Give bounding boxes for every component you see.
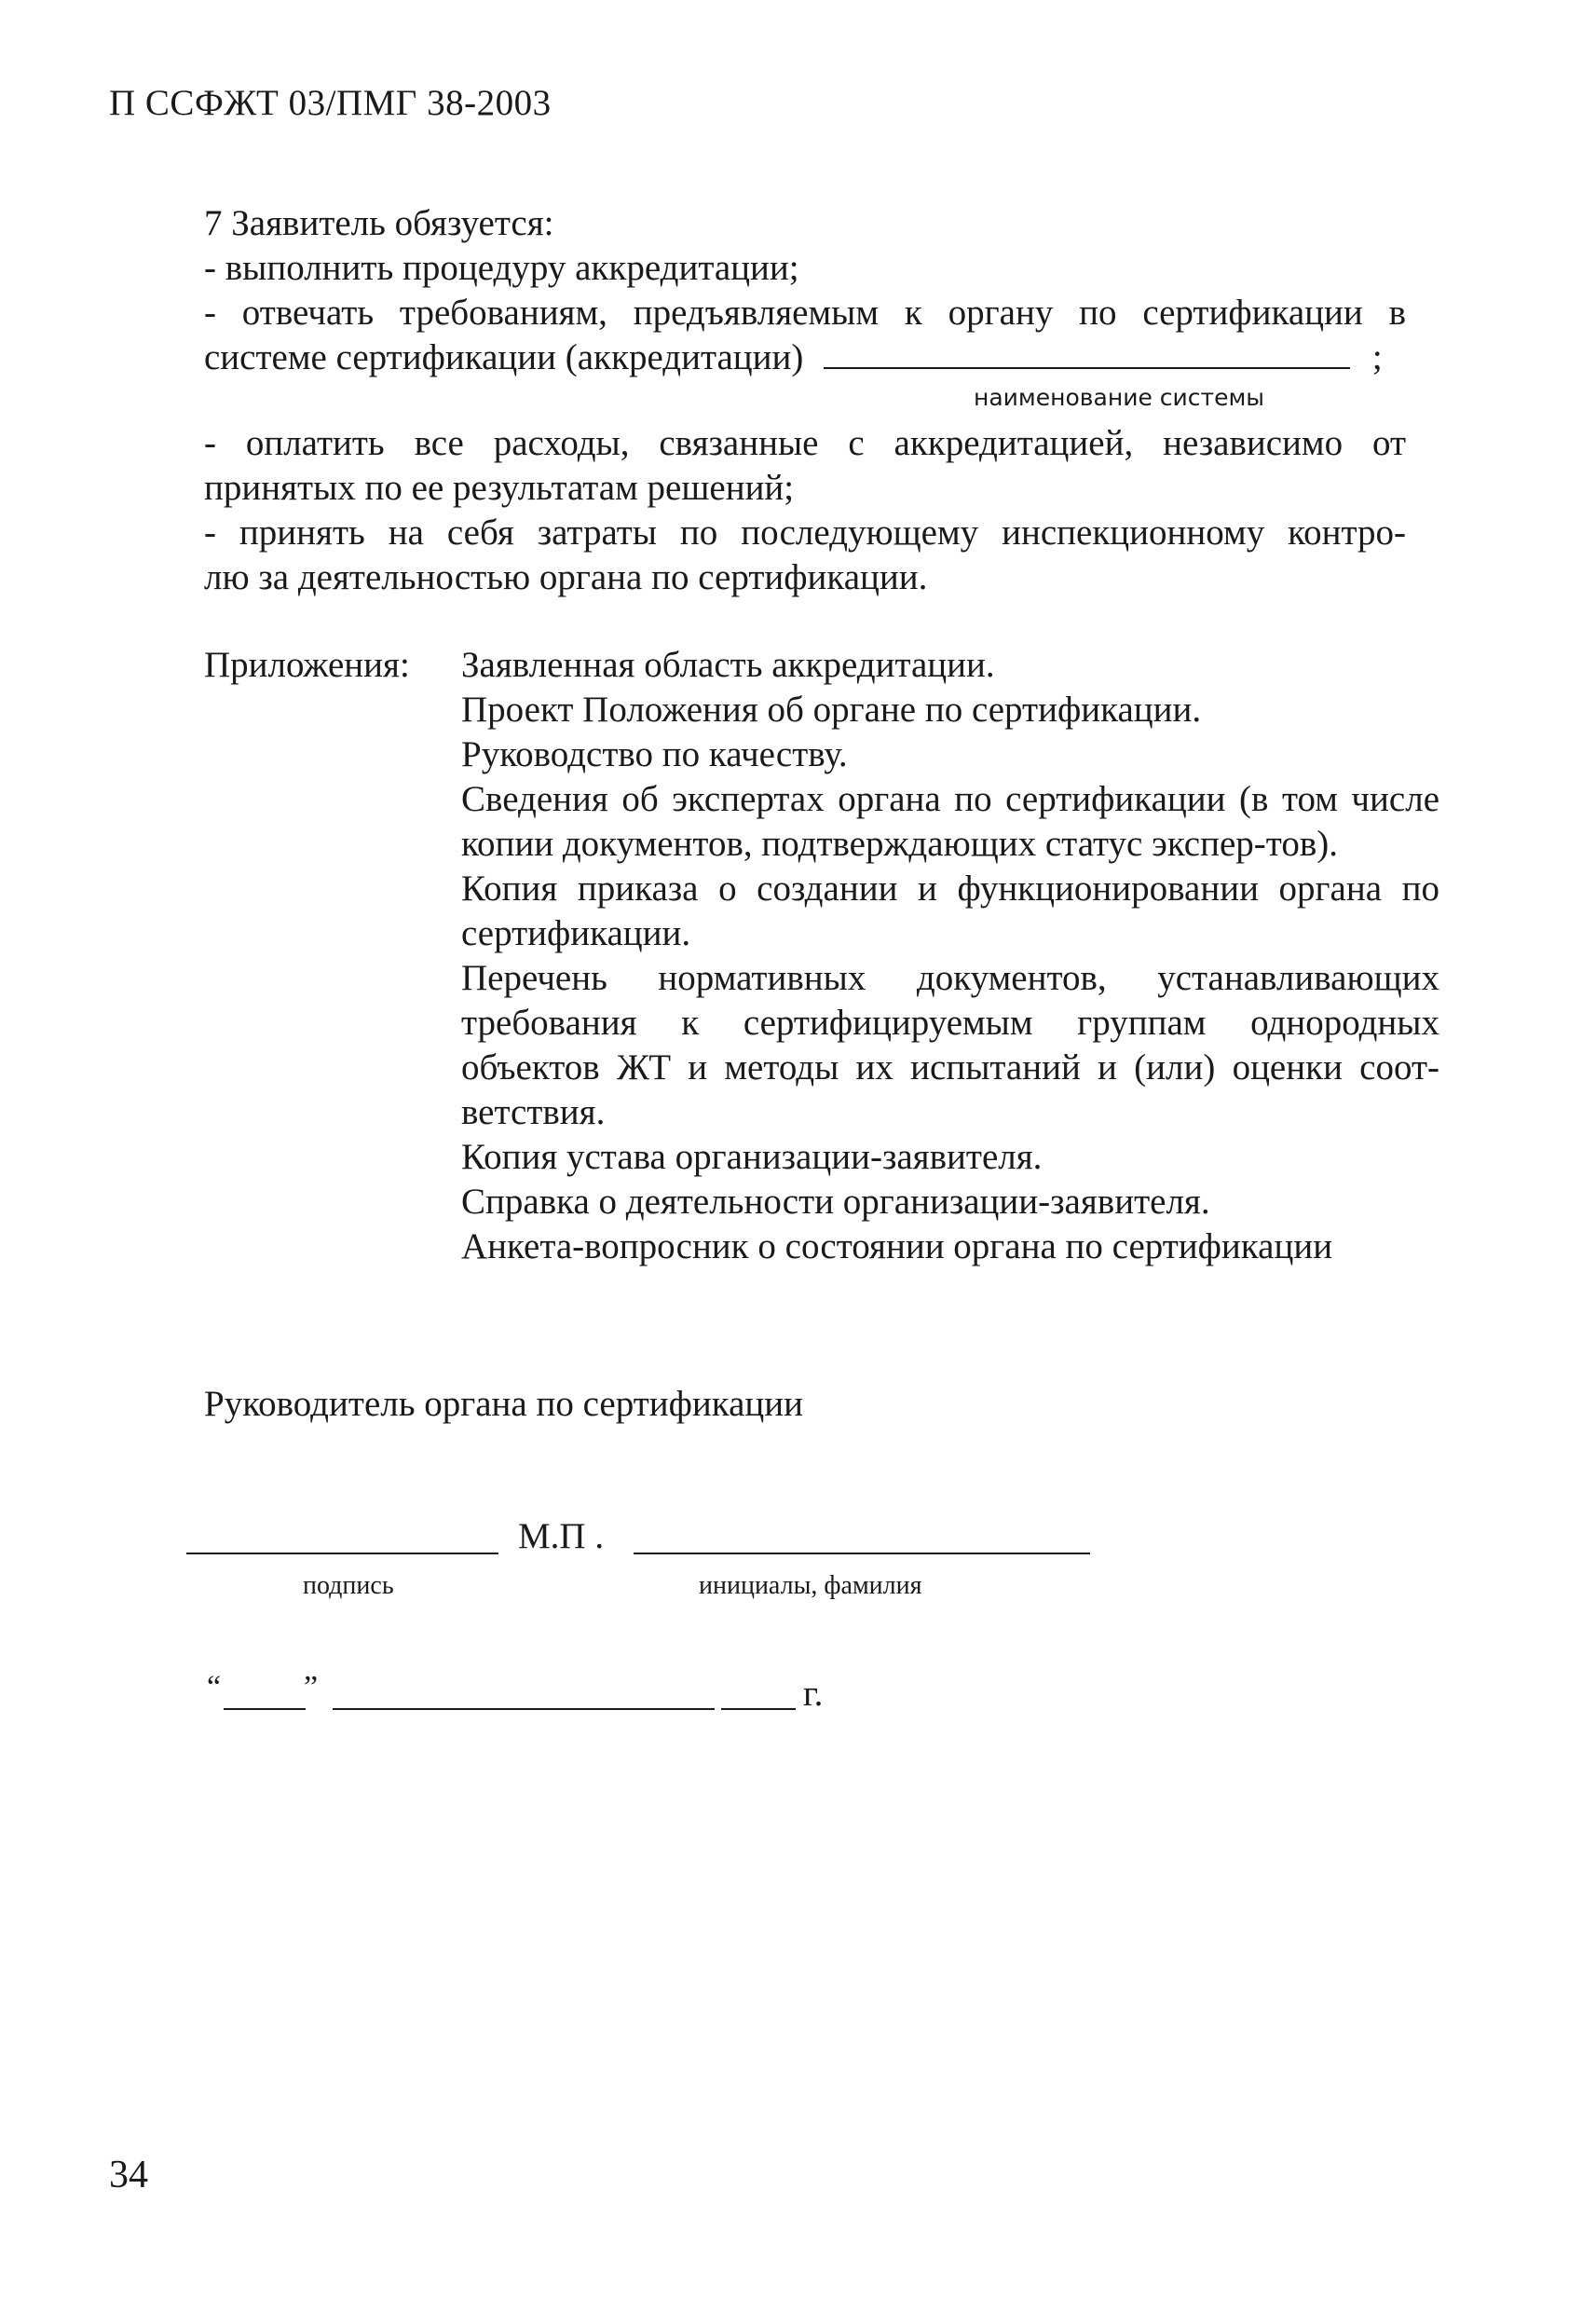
attachments-list: [461, 643, 1439, 1269]
system-label-text: системе сертификации (аккредитации): [204, 337, 804, 377]
attachment-item: Руководство по качеству.: [461, 734, 848, 774]
obligation-item-4-line-1: - принять на себя затраты по последующему инспекционному контро-: [204, 513, 1406, 553]
date-day-blank-line: [224, 1708, 306, 1710]
attachment-item: Анкета-вопросник о состоянии органа по сертификации: [461, 1226, 1333, 1266]
system-name-blank-line: [824, 339, 1350, 369]
attachment-item: Заявленная область аккредитации.: [461, 645, 995, 685]
attachment-item: Сведения об экспертах органа по сертификации (в том числе копии документов, подтверждающих статус экспер-тов).: [461, 779, 1439, 864]
attachments-label: Приложения:: [204, 645, 410, 685]
head-of-body-label: Руководитель органа по сертификации: [204, 1384, 804, 1424]
obligations-title: 7 Заявитель обязуется:: [204, 203, 554, 243]
date-quote-close: ”: [304, 1670, 319, 1704]
system-line-semicolon: ;: [1371, 337, 1383, 377]
system-name-caption: наименование системы: [974, 384, 1265, 411]
obligation-item-3-line-1: - оплатить все расходы, связанные с аккредитацией, независимо от: [204, 423, 1406, 463]
initials-surname-caption: инициалы, фамилия: [699, 1571, 922, 1600]
attachment-item: Копия устава организации-заявителя.: [461, 1137, 1043, 1177]
date-year-blank-line: [721, 1708, 796, 1710]
attachment-item: Справка о деятельности организации-заявителя.: [461, 1182, 1210, 1222]
year-suffix: г.: [803, 1674, 824, 1714]
date-month-blank-line: [333, 1708, 715, 1710]
obligation-item-2-line-1: - отвечать требованиям, предъявляемым к органу по сертификации в: [204, 293, 1406, 333]
attachment-item: Копия приказа о создании и функционировании органа по сертификации.: [461, 869, 1439, 953]
page-number: 34: [109, 2154, 148, 2196]
signature-caption: подпись: [303, 1571, 394, 1600]
name-blank-line: [634, 1553, 1090, 1554]
obligation-item-1: - выполнить процедуру аккредитации;: [204, 248, 799, 288]
attachment-item: Перечень нормативных документов, устанавливающих требования к сертифицируемым группам однородных объектов ЖТ и методы их испытаний и (или) оценки соот-ветствия.: [461, 958, 1439, 1132]
date-quote-open: “: [207, 1670, 222, 1704]
obligation-item-3-line-2: принятых по ее результатам решений;: [204, 468, 795, 508]
stamp-place-label: М.П .: [518, 1516, 605, 1556]
document-code-header: П ССФЖТ 03/ПМГ 38-2003: [109, 83, 552, 123]
obligation-item-2-line-2: [204, 335, 1406, 380]
attachment-item: Проект Положения об органе по сертификации.: [461, 690, 1202, 730]
obligation-item-4-line-2: лю за деятельностью органа по сертификации.: [204, 557, 928, 597]
signature-blank-line: [186, 1553, 498, 1554]
